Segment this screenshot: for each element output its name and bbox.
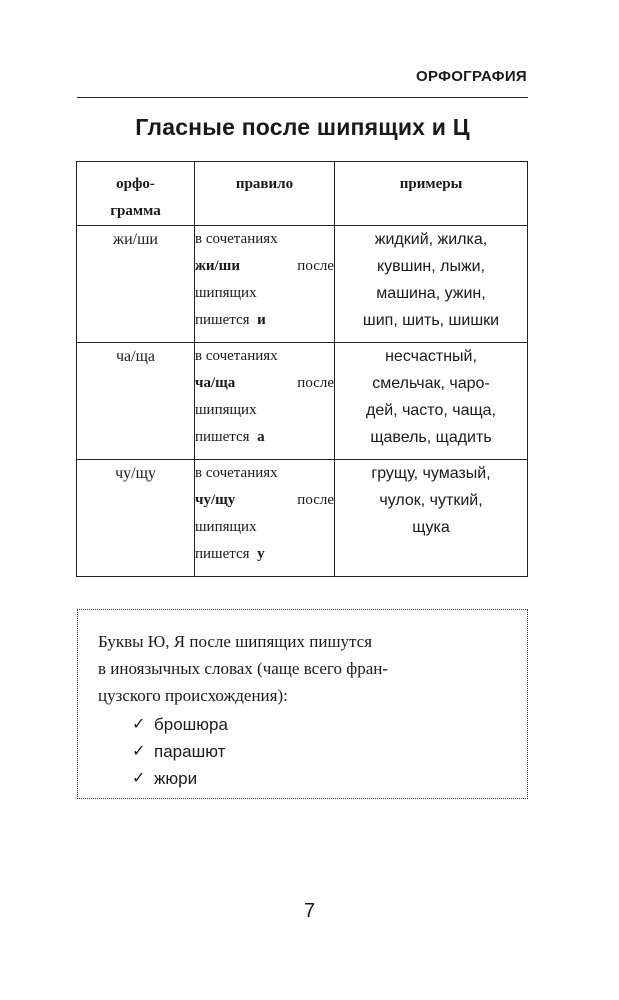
example-word: парашют: [154, 742, 226, 761]
rule-text: после: [297, 492, 334, 508]
example-line: кувшин, лыжи,: [376, 258, 486, 275]
rule-line: шипящих: [195, 285, 257, 301]
example-line: чулок, чуткий,: [379, 492, 483, 509]
rule-text: пишется: [195, 312, 250, 328]
rule-combination: ча/ща: [195, 375, 236, 391]
rule-line: [195, 307, 334, 334]
running-head: ОРФОГРАФИЯ: [416, 68, 527, 85]
note-text: [98, 628, 509, 709]
table-row: [77, 343, 528, 460]
rule-text: в сочетаниях: [195, 465, 278, 481]
rule-line: [195, 424, 334, 451]
example-line: шип, шить, шишки: [362, 312, 500, 329]
rule-line: [195, 253, 334, 280]
rule-cell: [195, 343, 335, 460]
rule-text: в сочетаниях: [195, 348, 278, 364]
rule-letter: у: [257, 546, 265, 562]
rule-letter: и: [257, 312, 266, 328]
rule-cell: [195, 460, 335, 577]
example-line: машина, ужин,: [376, 285, 486, 302]
example-word-list: [98, 711, 509, 792]
header-orthogram-line: орфо-: [116, 176, 155, 192]
rule-line: шипящих: [195, 402, 257, 418]
header-rule-label: правило: [235, 176, 294, 192]
check-icon: ✓: [132, 743, 146, 760]
rule-line: шипящих: [195, 519, 257, 535]
header-examples: [335, 162, 528, 226]
check-icon: ✓: [132, 770, 146, 787]
spelling-rules-table: [76, 161, 528, 577]
orthogram-cell: чу/щу: [77, 460, 195, 577]
page-title: Гласные после шипящих и Ц: [135, 114, 470, 140]
example-line: грущу, чумазый,: [371, 465, 491, 482]
example-line: щавель, щадить: [370, 429, 492, 446]
examples-cell: [335, 343, 528, 460]
example-line: дей, часто, чаща,: [366, 402, 496, 419]
table-row: [77, 226, 528, 343]
example-line: щука: [412, 519, 450, 536]
rule-text: после: [297, 375, 334, 391]
header-rule: [195, 162, 335, 226]
rule-text: пишется: [195, 429, 250, 445]
example-line: жидкий, жилка,: [374, 231, 488, 248]
rule-line: [195, 487, 334, 514]
orthogram-cell: ча/ща: [77, 343, 195, 460]
table-row: [77, 460, 528, 577]
check-icon: ✓: [132, 716, 146, 733]
page-number: 7: [303, 900, 316, 922]
rule-combination: жи/ши: [195, 258, 240, 274]
note-line: в иноязычных словах (чаще всего фран-: [98, 659, 389, 678]
rule-cell: [195, 226, 335, 343]
header-rule: [77, 97, 528, 98]
rule-text: пишется: [195, 546, 250, 562]
table-header-row: [77, 162, 528, 226]
note-line: цузского происхождения):: [98, 686, 288, 705]
note-line: Буквы Ю, Я после шипящих пишутся: [98, 632, 373, 651]
rule-combination: чу/щу: [195, 492, 236, 508]
rule-text: в сочетаниях: [195, 231, 278, 247]
rule-letter: а: [257, 429, 265, 445]
rule-line: [195, 370, 334, 397]
rule-line: [195, 541, 334, 568]
example-word: брошюра: [154, 715, 228, 734]
list-item: [132, 711, 509, 738]
rule-line: [195, 460, 334, 487]
example-word: жюри: [154, 769, 198, 788]
list-item: [132, 738, 509, 765]
header-examples-label: примеры: [399, 176, 463, 192]
rule-text: после: [297, 258, 334, 274]
examples-cell: [335, 226, 528, 343]
example-line: смельчак, чаро-: [372, 375, 490, 392]
rule-line: [195, 226, 334, 253]
note-box: [77, 609, 528, 799]
header-orthogram: [77, 162, 195, 226]
orthogram-cell: жи/ши: [77, 226, 195, 343]
examples-cell: [335, 460, 528, 577]
rule-line: [195, 343, 334, 370]
header-orthogram-line: грамма: [110, 203, 161, 219]
example-line: несчастный,: [385, 348, 477, 365]
list-item: [132, 765, 509, 792]
